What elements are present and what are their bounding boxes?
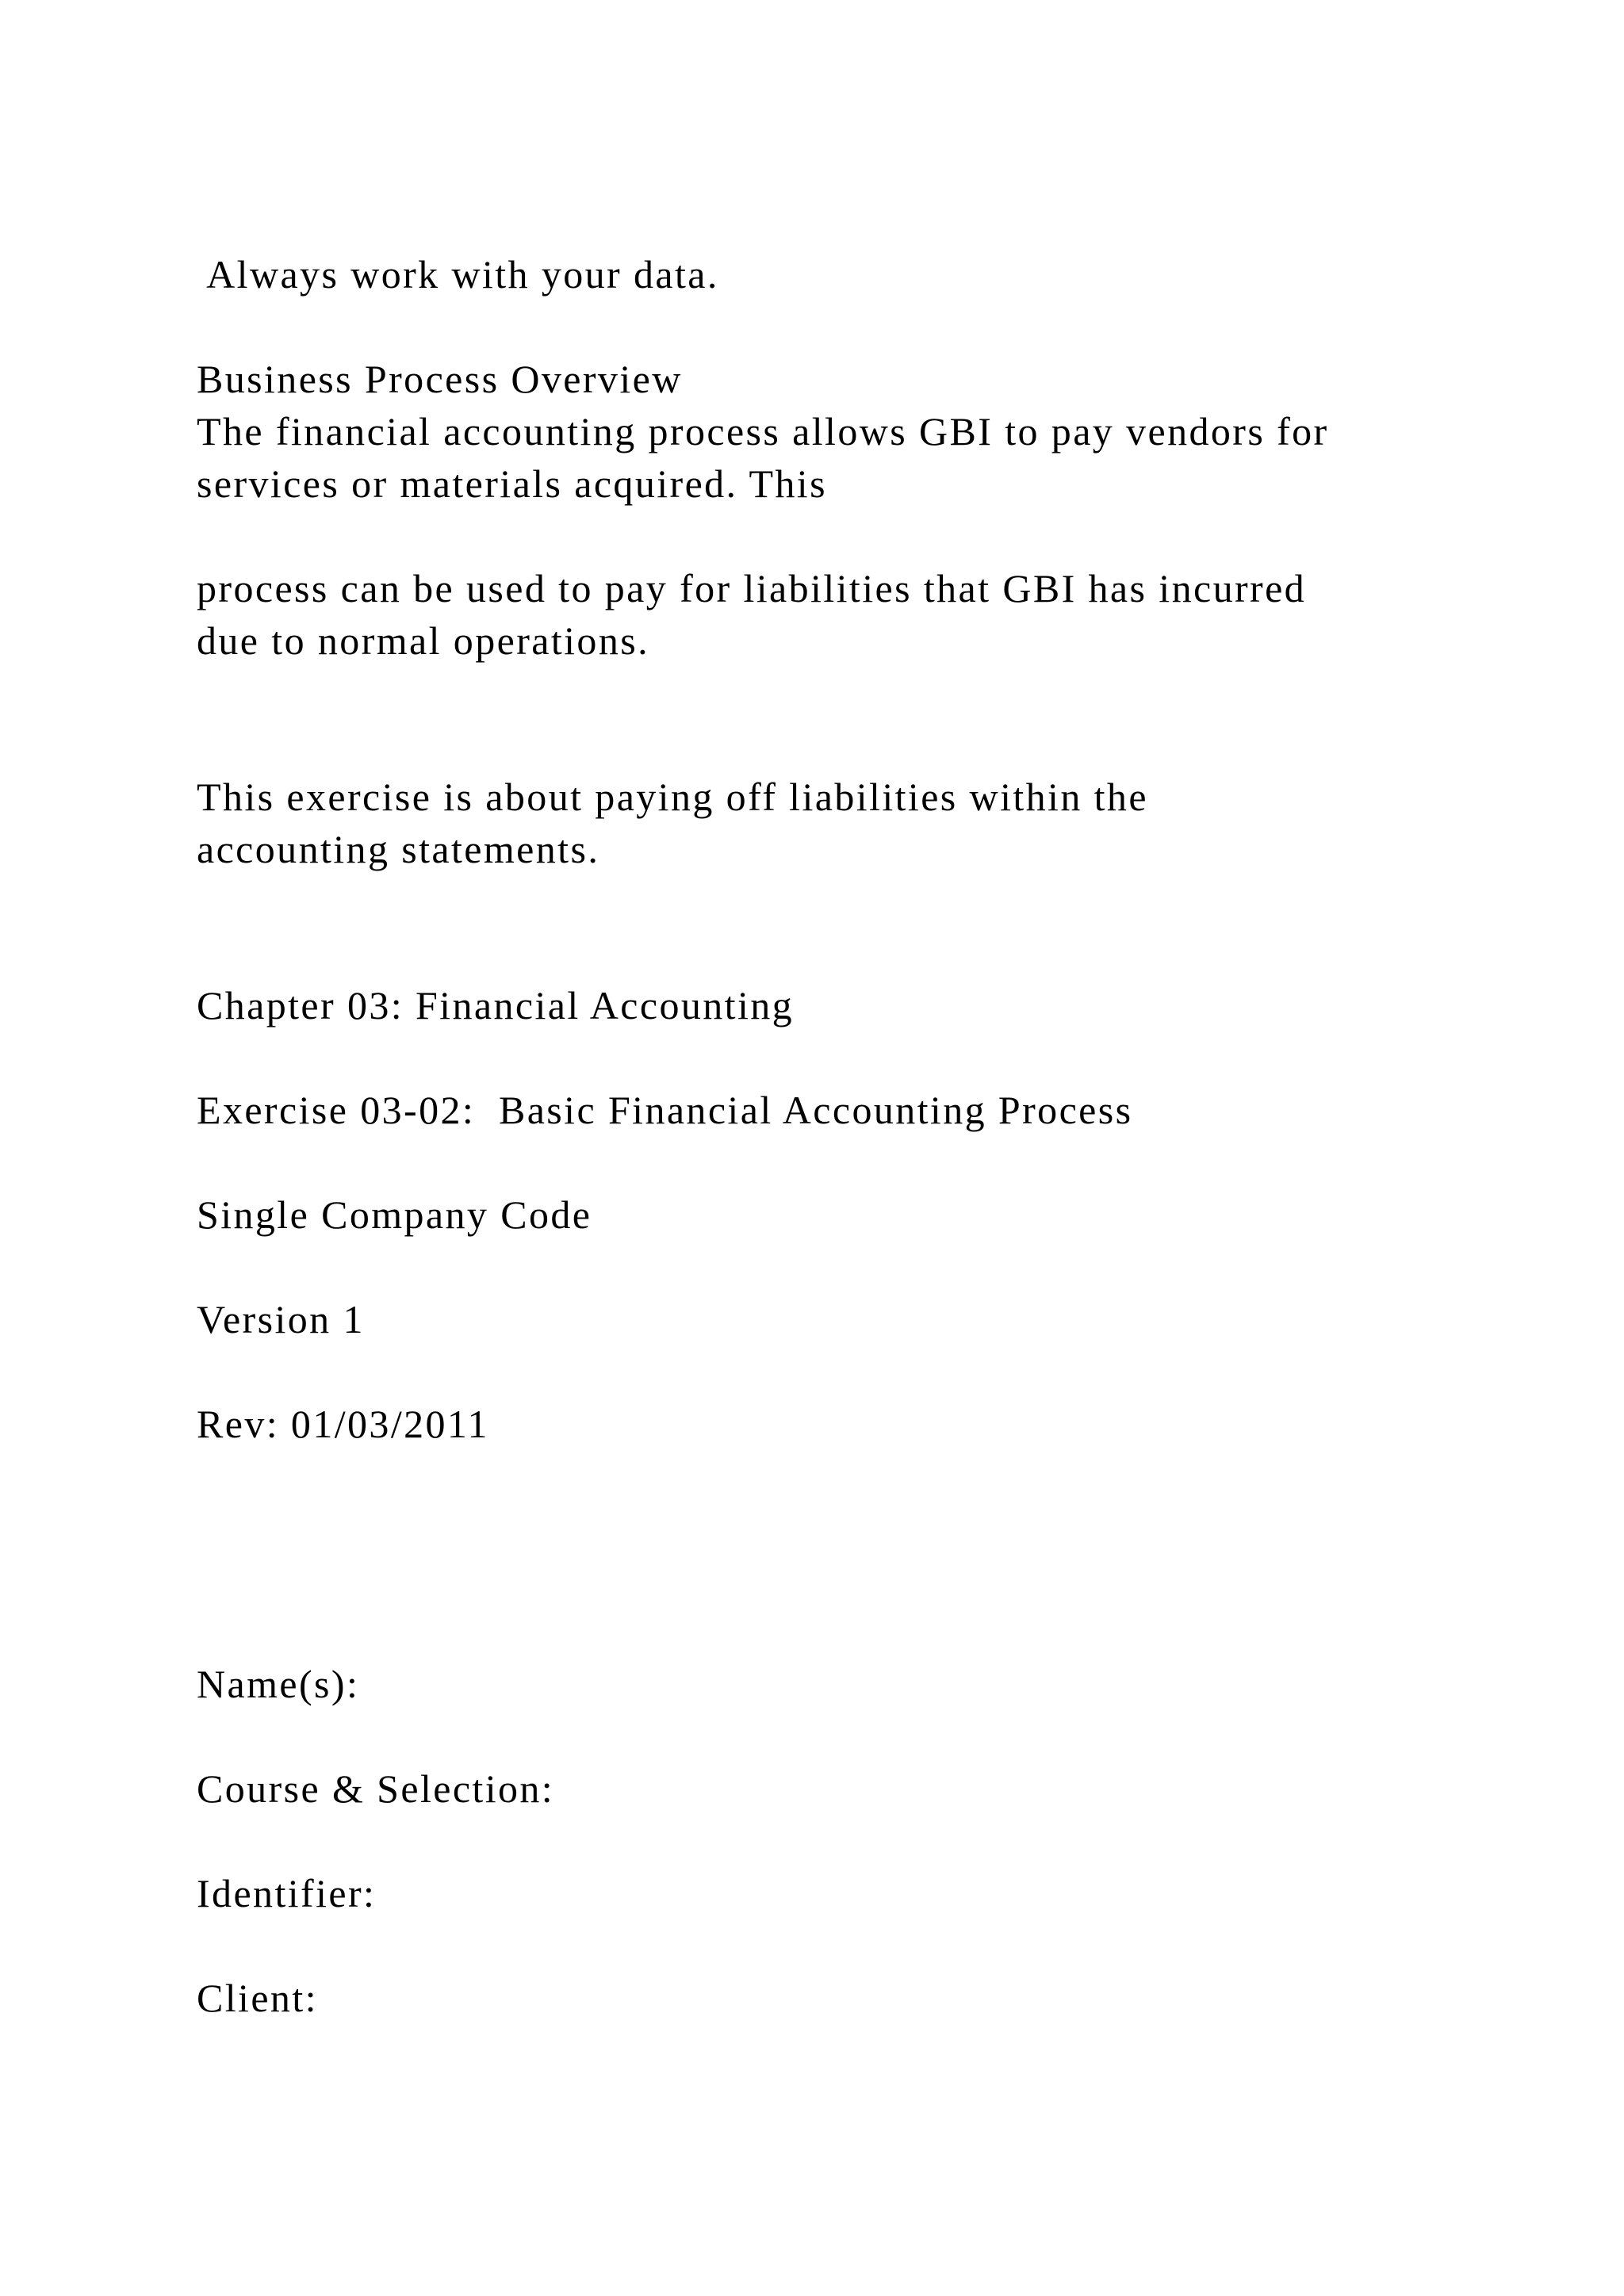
intro-text: Always work with your data. xyxy=(197,252,719,297)
revision-text: Rev: 01/03/2011 xyxy=(197,1402,489,1446)
paragraph2-line1: process can be used to pay for liabilities that GBI has incurred xyxy=(197,566,1307,610)
section-heading: Business Process Overview xyxy=(197,357,683,401)
paragraph2-line2: due to normal operations. xyxy=(197,618,649,663)
client-field-label: Client: xyxy=(197,1976,318,2020)
chapter-title: Chapter 03: Financial Accounting xyxy=(197,983,795,1027)
paragraph3-line1: This exercise is about paying off liabilities within the xyxy=(197,775,1148,819)
version-text: Version 1 xyxy=(197,1297,365,1341)
course-field-label: Course & Selection: xyxy=(197,1766,555,1811)
identifier-field-label: Identifier: xyxy=(197,1871,377,1915)
paragraph3-line2: accounting statements. xyxy=(197,827,600,871)
company-code-text: Single Company Code xyxy=(197,1192,592,1237)
paragraph1-line2: services or materials acquired. This xyxy=(197,461,827,506)
paragraph1-line1: The financial accounting process allows GBI to pay vendors for xyxy=(197,409,1329,453)
names-field-label: Name(s): xyxy=(197,1662,360,1706)
exercise-title: Exercise 03-02: Basic Financial Accounting Process xyxy=(197,1088,1133,1132)
